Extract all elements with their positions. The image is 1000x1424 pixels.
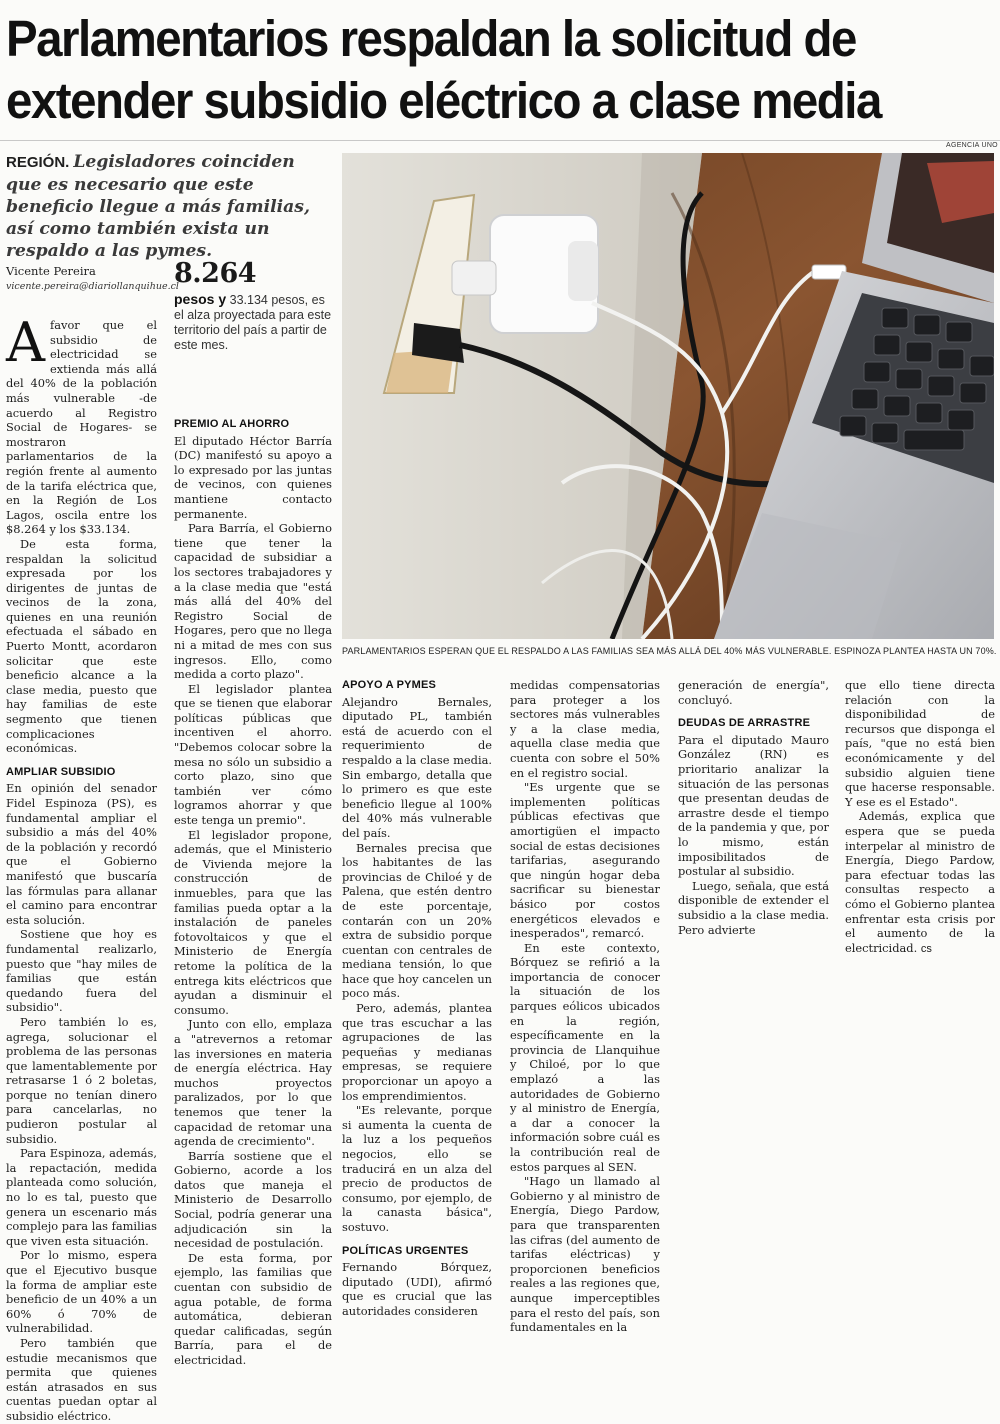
paragraph: Fernando Bórquez, diputado (UDI), afirmó que es crucial que las autoridades consideren bbox=[342, 1260, 492, 1318]
article-column-5 bbox=[678, 678, 829, 937]
headline bbox=[6, 8, 927, 132]
photo-credit: AGENCIA UNO bbox=[946, 142, 998, 149]
factbox-strong: pesos y bbox=[174, 291, 227, 307]
paragraph: El legislador propone, además, que el Ministerio de Vivienda mejore la construcción de inmuebles, para que las familias pueda optar a la instalación de paneles fotovoltaicos y que el Ministerio de Energía retome la política de la entrega kits eléctricos que ayudan a disminuir el consumo. bbox=[174, 827, 332, 1017]
paragraph: Por lo mismo, espera que el Ejecutivo busque la forma de ampliar este beneficio de un 40% a un 60% ó 70% de vulnerabilidad. bbox=[6, 1248, 157, 1336]
factbox-number: 8.264 bbox=[174, 258, 257, 289]
paragraph: Bernales precisa que los habitantes de las provincias de Chiloé y de Palena, que estén dentro de este porcentaje, contarán con un 20% extra de subsidio porque cuentan con centrales de mediana tensión, lo que hace que hoy cancelen un poco más. bbox=[342, 840, 492, 1001]
paragraph: Junto con ello, emplaza a "atrevernos a retomar las inversiones en materia de energía eléctrica. Hay muchos proyectos paralizados, por lo que tenemos que tener la capacidad de retomar una agenda de crecimiento". bbox=[174, 1017, 332, 1149]
end-mark-icon: cs bbox=[920, 942, 932, 955]
paragraph: Pero también lo es, agrega, solucionar el problema de las personas que lamentablemente por retrasarse 1 ó 2 boletas, porque no tenían dinero para cancelarlas, no pudieron postular al subsidio. bbox=[6, 1014, 157, 1146]
article-column-2 bbox=[174, 417, 332, 1368]
article-column-6 bbox=[845, 678, 995, 956]
paragraph-text: Además, explica que espera que se pueda interpelar al ministro de Energía, Diego Pardow, para efectuar todas las consultas respecto a cómo el Gobierno plantea enfrentar esta crisis por el aumento de la electricidad. bbox=[845, 809, 995, 955]
factbox-text: 33.134 pesos, es el alza proyectada para este territorio del país a partir de este mes. bbox=[174, 293, 332, 352]
photo-laptop-charger bbox=[342, 153, 994, 639]
lead-text: Legisladores coinciden que es necesario que este beneficio llegue a más familias, así como también exista un respaldo a las pymes. bbox=[6, 152, 310, 261]
paragraph-text: favor que el subsidio de electricidad se extienda más allá del 40% de la población más vulnerable -de acuerdo al Registro Social de Hogares- se mostraron parlamentarios de la región frente al aumento de la tarifa eléctrica que, en la Región de Los Lagos, oscila entre los $8.264 y los $33.134. bbox=[6, 318, 157, 537]
drop-cap: A bbox=[6, 311, 45, 374]
subhead-ampliar-subsidio: AMPLIAR SUBSIDIO bbox=[6, 765, 116, 778]
paragraph: "Es relevante, porque si aumenta la cuenta de la luz a los pequeños negocios, ello se traducirá en un alza del precio de productos de consumo, por ejemplo, de la canasta básica", sostuvo. bbox=[342, 1103, 492, 1234]
article-column-1 bbox=[6, 311, 158, 1424]
subhead-premio-al-ahorro: PREMIO AL AHORRO bbox=[174, 418, 290, 430]
paragraph: Para Espinoza, además, la repactación, medida planteada como solución, no lo es tal, puesto que genera un escenario más complejo para las familias que viven esta situación. bbox=[6, 1146, 158, 1248]
paragraph: En este contexto, Bórquez se refirió a la importancia de conocer la situación de los parques eólicos ubicados en la región, específicamente en la provincia de Llanquihue y Chiloé, por lo que emplazó a las autoridades de Gobierno y al ministro de Energía, a dar a conocer la información sobre cuál es la contribución real de estos parques al SEN. bbox=[510, 940, 660, 1174]
lead bbox=[6, 151, 336, 262]
photo-caption: PARLAMENTARIOS ESPERAN QUE EL RESPALDO A LAS FAMILIAS SEA MÁS ALLÁ DEL 40% MÁS VULNERABLE. ESPINOZA PLANTEA HASTA UN 70%. bbox=[342, 646, 997, 656]
headline-divider bbox=[0, 140, 1000, 141]
factbox bbox=[174, 292, 334, 353]
subhead-apoyo-a-pymes: APOYO A PYMES bbox=[342, 679, 437, 691]
paragraph: Barría sostiene que el Gobierno, acorde a los datos que maneja el Ministerio de Desarrollo Social, podría generar una adjudicación sin la necesidad de postulación. bbox=[174, 1148, 332, 1251]
headline-line-1: Parlamentarios respaldan la solicitud de bbox=[6, 10, 856, 67]
paragraph: Luego, señala, que está disponible de extender el subsidio a la clase media. Pero advierte bbox=[678, 878, 829, 937]
paragraph: Para Barría, el Gobierno tiene que tener la capacidad de subsidiar a los sectores trabajadores y a la clase media que "está más allá del 40% del Registro Social de Hogares, pero que no llega ni a mitad de mes con sus ingresos. Ello, como medida a corto plazo". bbox=[174, 521, 332, 682]
paragraph: Pero también que estudie mecanismos que permita que quienes están atrasados en sus cuentas puedan optar al subsidio eléctrico. bbox=[6, 1335, 157, 1423]
paragraph: El diputado Héctor Barría (DC) manifestó su apoyo a lo expresado por las juntas de vecinos, con quienes mantiene contacto permanente. bbox=[174, 433, 332, 521]
subhead-politicas-urgentes: POLÍTICAS URGENTES bbox=[342, 1244, 469, 1257]
paragraph: De esta forma, respaldan la solicitud expresada por los dirigentes de juntas de vecinos de la zona, quienes en una reunión efectuada el sábado en Puerto Montt, acordaron solicitar que este beneficio alcance a la clase media, puesto que hay familias de este segmento que tienen complicaciones económicas. bbox=[6, 536, 157, 756]
paragraph: En opinión del senador Fidel Espinoza (PS), es fundamental ampliar el subsidio a más del 40% de la población y recordó que el Gobierno manifestó que buscaría las fórmulas para allanar el camino para encontrar esta solución. bbox=[6, 781, 157, 927]
paragraph: De esta forma, por ejemplo, las familias que cuentan con subsidio de agua potable, de forma automática, debieran quedar calificadas, según Barría, para el de electricidad. bbox=[174, 1250, 332, 1367]
paragraph: "Es urgente que se implementen políticas públicas efectivas que amortigüen el impacto social de estas decisiones tarifarias, asegurando que ningún hogar deba sacrificar su bienestar básico por costos energéticos elevados e inesperados", remarcó. bbox=[510, 780, 660, 941]
paragraph: El legislador plantea que se tienen que elaborar políticas públicas que incentiven el ahorro. "Debemos colocar sobre la mesa no sólo un subsidio a corto plazo, sino que también ver cómo logramos ahorrar y que este tenga un premio". bbox=[174, 681, 332, 828]
lead-tag: REGIÓN. bbox=[6, 154, 70, 171]
byline-author: Vicente Pereira bbox=[6, 264, 96, 278]
article-column-3 bbox=[342, 678, 492, 1319]
subhead-deudas-de-arrastre: DEUDAS DE ARRASTRE bbox=[678, 717, 811, 730]
headline-line-2: extender subsidio eléctrico a clase media bbox=[6, 72, 881, 129]
paragraph: "Hago un llamado al Gobierno y al ministro de Energía, Diego Pardow, para que transparenten las cifras (del aumento de tarifas eléctricas) y proporcionen beneficios reales a las regiones que, aunque imperceptibles para el resto del país, son fundamentales en la bbox=[510, 1174, 660, 1335]
paragraph: Pero, además, plantea que tras escuchar a las agrupaciones de las pequeñas y medianas empresas, se requiere proporcionar un apoyo a los emprendimientos. bbox=[342, 1001, 492, 1103]
paragraph: medidas compensatorias para proteger a los sectores más vulnerables y a la clase media, aquella clase media que cuenta con sobre el 50% en el registro social. bbox=[510, 678, 660, 780]
byline-email[interactable]: vicente.pereira@diariollanquihue.cl bbox=[6, 281, 179, 292]
paragraph: Sostiene que hoy es fundamental realizarlo, puesto que "hay miles de familias que están quedando fuera del subsidio". bbox=[6, 927, 157, 1015]
paragraph bbox=[845, 809, 995, 956]
paragraph: Para el diputado Mauro González (RN) es prioritario analizar la situación de las personas que presentan deudas de arrastre desde el tiempo de la pandemia y que, por lo mismo, están imposibilitados de postular al subsidio. bbox=[678, 732, 829, 879]
article-column-4 bbox=[510, 678, 660, 1335]
paragraph: Alejandro Bernales, diputado PL, también está de acuerdo con el requerimiento de respaldo a la clase media. Sin embargo, detalla que lo primero es que este beneficio llegue al 100% del 40% más vulnerable del país. bbox=[342, 694, 492, 840]
article-photo bbox=[342, 153, 994, 639]
paragraph: que ello tiene directa relación con la disponibilidad de recursos que disponga el país, "que no está bien económicamente y del subsidio alguien tiene que hacerse responsable. Y ese es el Estado". bbox=[845, 678, 995, 809]
paragraph bbox=[6, 311, 157, 537]
paragraph: generación de energía", concluyó. bbox=[678, 678, 829, 707]
